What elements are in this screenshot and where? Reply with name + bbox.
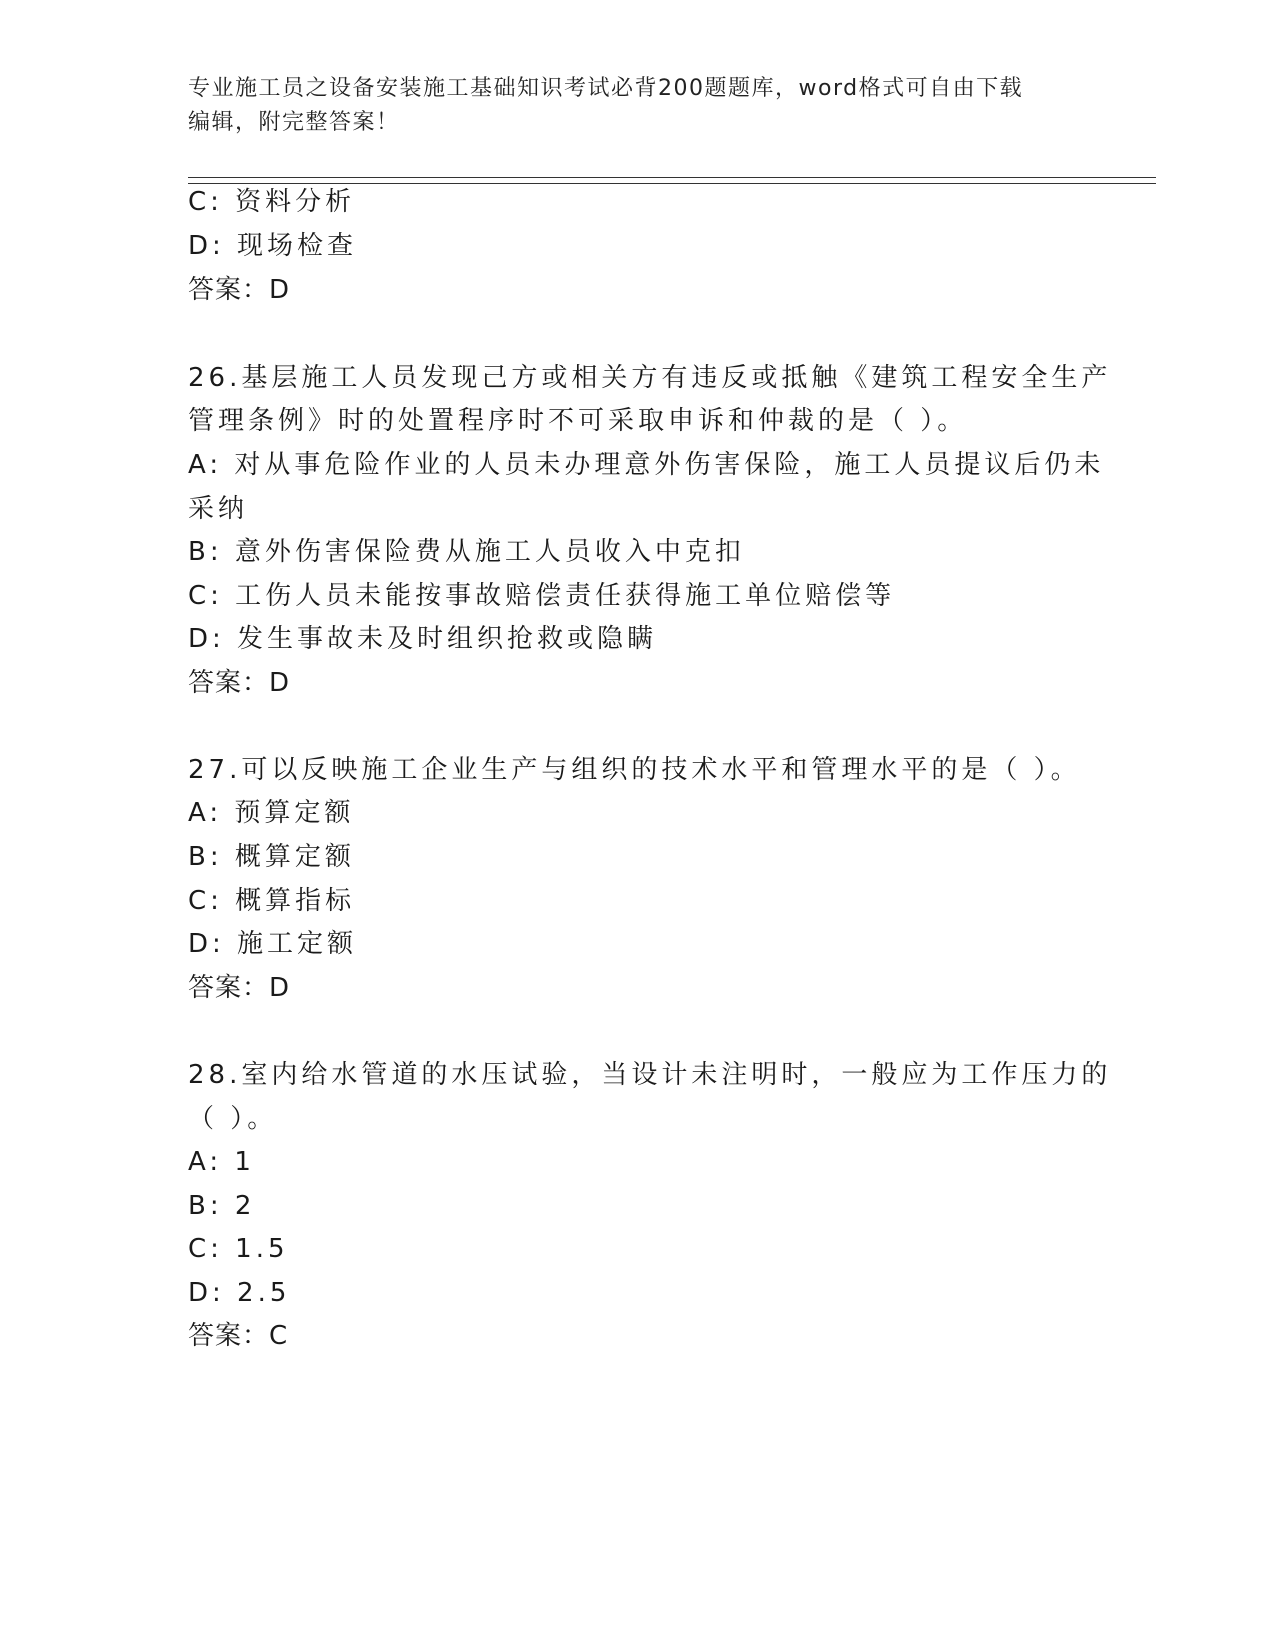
header-title-line-2: 编辑，附完整答案！ (188, 110, 400, 135)
q26-option-a-line-2: 采纳 (188, 494, 249, 524)
q26-option-b: B: 意外伤害保险费从施工人员收入中克扣 (188, 537, 745, 567)
q26-option-c: C: 工伤人员未能按事故赔偿责任获得施工单位赔偿等 (188, 581, 896, 611)
prev-option-c: C: 资料分析 (188, 187, 356, 217)
q27-option-c: C: 概算指标 (188, 886, 356, 916)
q27-answer: 答案：D (188, 973, 291, 1003)
q28-stem-line-1: 28.室内给水管道的水压试验，当设计未注明时，一般应为工作压力的 (188, 1060, 1112, 1090)
header-divider-top (188, 177, 1156, 178)
q28-stem-line-2: （ ）。 (188, 1104, 278, 1134)
prev-answer: 答案：D (188, 275, 291, 305)
prev-option-d: D: 现场检查 (188, 231, 358, 261)
q27-option-d: D: 施工定额 (188, 929, 358, 959)
q26-option-a-line-1: A: 对从事危险作业的人员未办理意外伤害保险，施工人员提议后仍未 (188, 450, 1105, 480)
header-title-line-1: 专业施工员之设备安装施工基础知识考试必背200题题库，word格式可自由下载 (188, 76, 1024, 101)
q27-option-b: B: 概算定额 (188, 842, 355, 872)
q27-stem: 27.可以反映施工企业生产与组织的技术水平和管理水平的是（ ）。 (188, 755, 1081, 785)
q28-option-d: D: 2.5 (188, 1278, 291, 1308)
q28-option-a: A: 1 (188, 1147, 255, 1177)
document-header (188, 72, 1068, 140)
q26-answer: 答案：D (188, 668, 291, 698)
q28-answer: 答案：C (188, 1321, 289, 1351)
q26-option-d: D: 发生事故未及时组织抢救或隐瞒 (188, 624, 658, 654)
q26-stem-line-2: 管理条例》时的处置程序时不可采取申诉和仲裁的是（ ）。 (188, 406, 968, 436)
q28-option-c: C: 1.5 (188, 1234, 289, 1264)
q28-option-b: B: 2 (188, 1191, 256, 1221)
q27-option-a: A: 预算定额 (188, 798, 355, 828)
q26-stem-line-1: 26.基层施工人员发现己方或相关方有违反或抵触《建筑工程安全生产 (188, 363, 1112, 393)
